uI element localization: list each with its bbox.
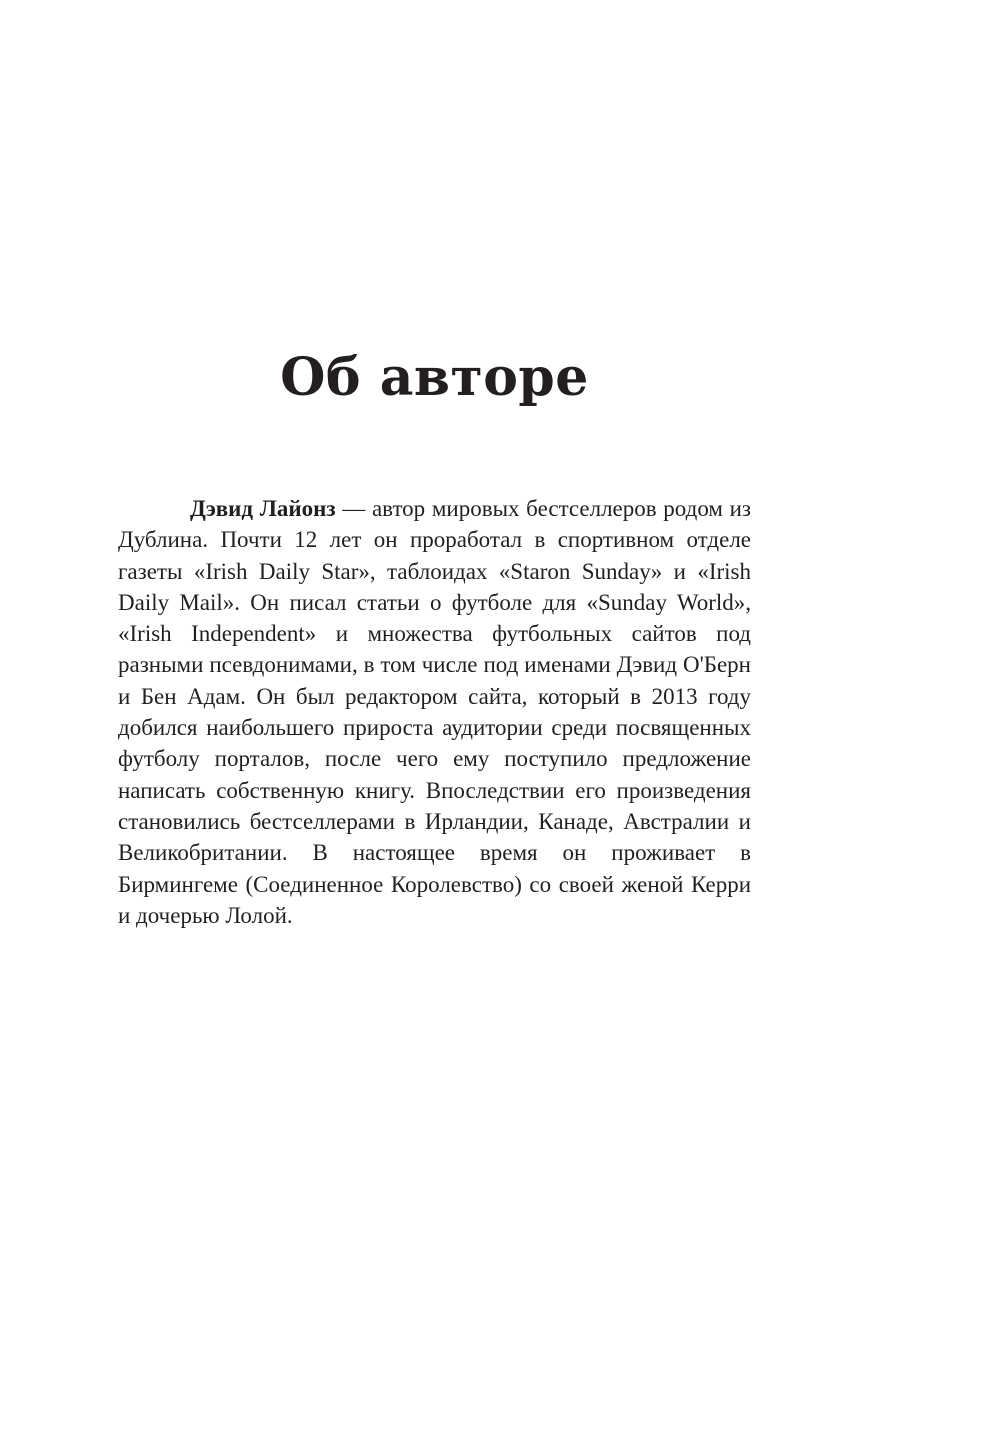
biography-text: — автор мировых бестселлеров родом из Дублина. Почти 12 лет он проработал в спортивном отделе газеты «Irish Daily Star», таблоидах «Staron Sunday» и «Irish Daily Mail». Он писал статьи о футболе для «Sunday World», «Irish Independent» и множества футбольных сайтов под разными псевдонимами, в том числе под именами Дэвид О'Берн и Бен Адам. Он был редактором сайта, который в 2013 году добился наибольшего прироста аудитории среди посвященных футболу порталов, после чего ему поступило предложение написать собственную книгу. Впоследствии его произведения становились бестселлерами в Ирландии, Канаде, Австралии и Великобритании. В настоящее время он проживает в Бирмингеме (Соединенное Королевство) со своей женой Керри и дочерью Лолой. (118, 496, 751, 928)
author-biography (118, 493, 751, 931)
author-name: Дэвид Лайонз (190, 496, 336, 521)
page-title: Об авторе (280, 347, 589, 408)
